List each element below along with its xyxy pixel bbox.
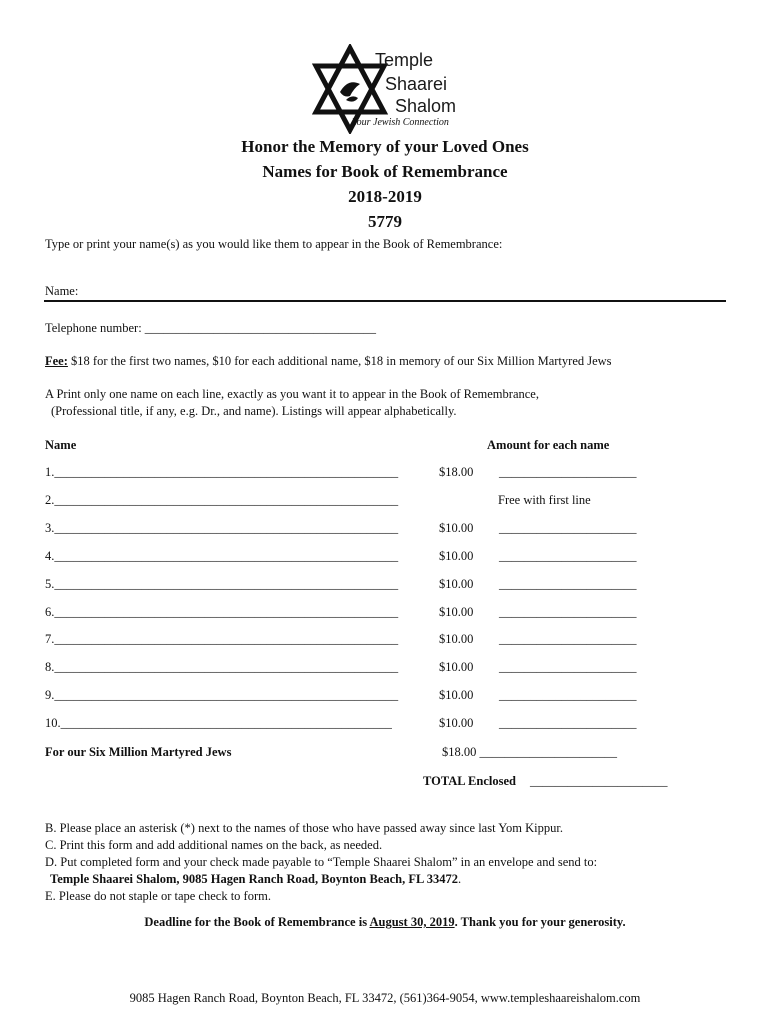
logo-tagline: Your Jewish Connection	[352, 117, 449, 128]
deadline-date: August 30, 2019	[369, 915, 455, 929]
instruction-d: D. Put completed form and your check made payable to “Temple Shaarei Shalom” in an envelope and send to:	[45, 855, 598, 869]
row-number: 6.	[45, 605, 55, 619]
name-blank[interactable]: _______________________________________________________	[54, 605, 399, 619]
intro-instructions: Type or print your name(s) as you would like them to appear in the Book of Remembrance:	[45, 237, 503, 251]
column-header-amount: Amount for each name	[487, 438, 610, 452]
row-amount: $10.00	[439, 660, 474, 674]
row-number: 5.	[45, 577, 55, 591]
name-row[interactable]	[45, 632, 645, 650]
martyrs-amount[interactable]: $18.00 ______________________	[442, 745, 617, 759]
footer-contact: 9085 Hagen Ranch Road, Boynton Beach, FL 33472, (561)364-9054, www.templeshaareishalom.com	[129, 991, 641, 1005]
deadline-suffix: . Thank you for your generosity.	[454, 915, 626, 929]
name-blank[interactable]: _______________________________________________________	[54, 660, 399, 674]
amount-blank[interactable]: ______________________	[499, 688, 637, 702]
name-row[interactable]	[45, 549, 645, 567]
hebrew-year: 5779	[368, 212, 402, 231]
telephone-field[interactable]: Telephone number: _____________________________________	[45, 321, 377, 335]
name-row[interactable]	[45, 521, 645, 539]
name-row[interactable]	[45, 716, 645, 734]
free-note: Free with first line	[498, 493, 591, 507]
year-range: 2018-2019	[348, 187, 422, 206]
mailing-address-period: .	[458, 872, 462, 886]
amount-blank[interactable]: ______________________	[499, 632, 637, 646]
mailing-address-text: Temple Shaarei Shalom, 9085 Hagen Ranch Road, Boynton Beach, FL 33472	[50, 872, 459, 886]
row-number: 7.	[45, 632, 55, 646]
amount-blank[interactable]: ______________________	[499, 716, 637, 730]
row-amount: $10.00	[439, 549, 474, 563]
instruction-a-line1: A Print only one name on each line, exactly as you want it to appear in the Book of Remembrance,	[45, 387, 539, 401]
fee-info	[45, 354, 612, 369]
name-field-line[interactable]	[44, 300, 726, 302]
row-amount: $18.00	[439, 465, 474, 479]
name-row[interactable]	[45, 577, 645, 595]
row-number: 9.	[45, 688, 55, 702]
name-row[interactable]	[45, 688, 645, 706]
name-row[interactable]	[45, 605, 645, 623]
logo-text-temple: Temple	[375, 50, 434, 70]
row-number: 8.	[45, 660, 55, 674]
amount-blank[interactable]: ______________________	[499, 549, 637, 563]
instruction-e: E. Please do not staple or tape check to form.	[45, 889, 271, 903]
name-blank[interactable]: _______________________________________________________	[54, 493, 399, 507]
instruction-b: B. Please place an asterisk (*) next to the names of those who have passed away since last Yom Kippur.	[45, 821, 563, 835]
column-header-name: Name	[45, 438, 77, 452]
page-subtitle: Names for Book of Remembrance	[262, 162, 508, 181]
row-amount: $10.00	[439, 605, 474, 619]
amount-blank[interactable]: ______________________	[499, 465, 637, 479]
total-label: TOTAL Enclosed	[423, 774, 516, 788]
name-row[interactable]	[45, 660, 645, 678]
instruction-a-line2: (Professional title, if any, e.g. Dr., and name). Listings will appear alphabetically.	[51, 404, 457, 418]
row-number: 3.	[45, 521, 55, 535]
mailing-address	[50, 872, 461, 887]
fee-label: Fee:	[45, 354, 68, 368]
row-amount: $10.00	[439, 632, 474, 646]
name-blank[interactable]: _______________________________________________________	[54, 577, 399, 591]
row-number: 4.	[45, 549, 55, 563]
name-blank[interactable]: _____________________________________________________	[60, 716, 392, 730]
name-field-label: Name:	[45, 284, 79, 298]
row-number: 2.	[45, 493, 55, 507]
row-number: 10.	[45, 716, 61, 730]
amount-blank[interactable]: ______________________	[499, 577, 637, 591]
deadline-prefix: Deadline for the Book of Remembrance is	[144, 915, 370, 929]
deadline-notice	[0, 915, 770, 930]
name-blank[interactable]: _______________________________________________________	[54, 521, 399, 535]
page-title: Honor the Memory of your Loved Ones	[241, 137, 529, 156]
fee-text: $18 for the first two names, $10 for each additional name, $18 in memory of our Six Million Martyred Jews	[67, 354, 612, 368]
logo-text-shalom: Shalom	[395, 96, 457, 116]
total-blank[interactable]: ______________________	[530, 774, 668, 788]
row-number: 1.	[45, 465, 55, 479]
row-amount: $10.00	[439, 688, 474, 702]
name-blank[interactable]: _______________________________________________________	[54, 688, 399, 702]
name-row[interactable]	[45, 493, 645, 511]
row-amount: $10.00	[439, 521, 474, 535]
row-amount: $10.00	[439, 577, 474, 591]
row-amount: $10.00	[439, 716, 474, 730]
amount-blank[interactable]: ______________________	[499, 660, 637, 674]
logo-text-shaarei: Shaarei	[385, 74, 448, 94]
amount-blank[interactable]: ______________________	[499, 605, 637, 619]
name-blank[interactable]: _______________________________________________________	[54, 549, 399, 563]
name-blank[interactable]: _______________________________________________________	[54, 632, 399, 646]
name-blank[interactable]: _______________________________________________________	[54, 465, 399, 479]
amount-blank[interactable]: ______________________	[499, 521, 637, 535]
name-row[interactable]	[45, 465, 645, 483]
instruction-c: C. Print this form and add additional names on the back, as needed.	[45, 838, 383, 852]
martyrs-label: For our Six Million Martyred Jews	[45, 745, 232, 759]
